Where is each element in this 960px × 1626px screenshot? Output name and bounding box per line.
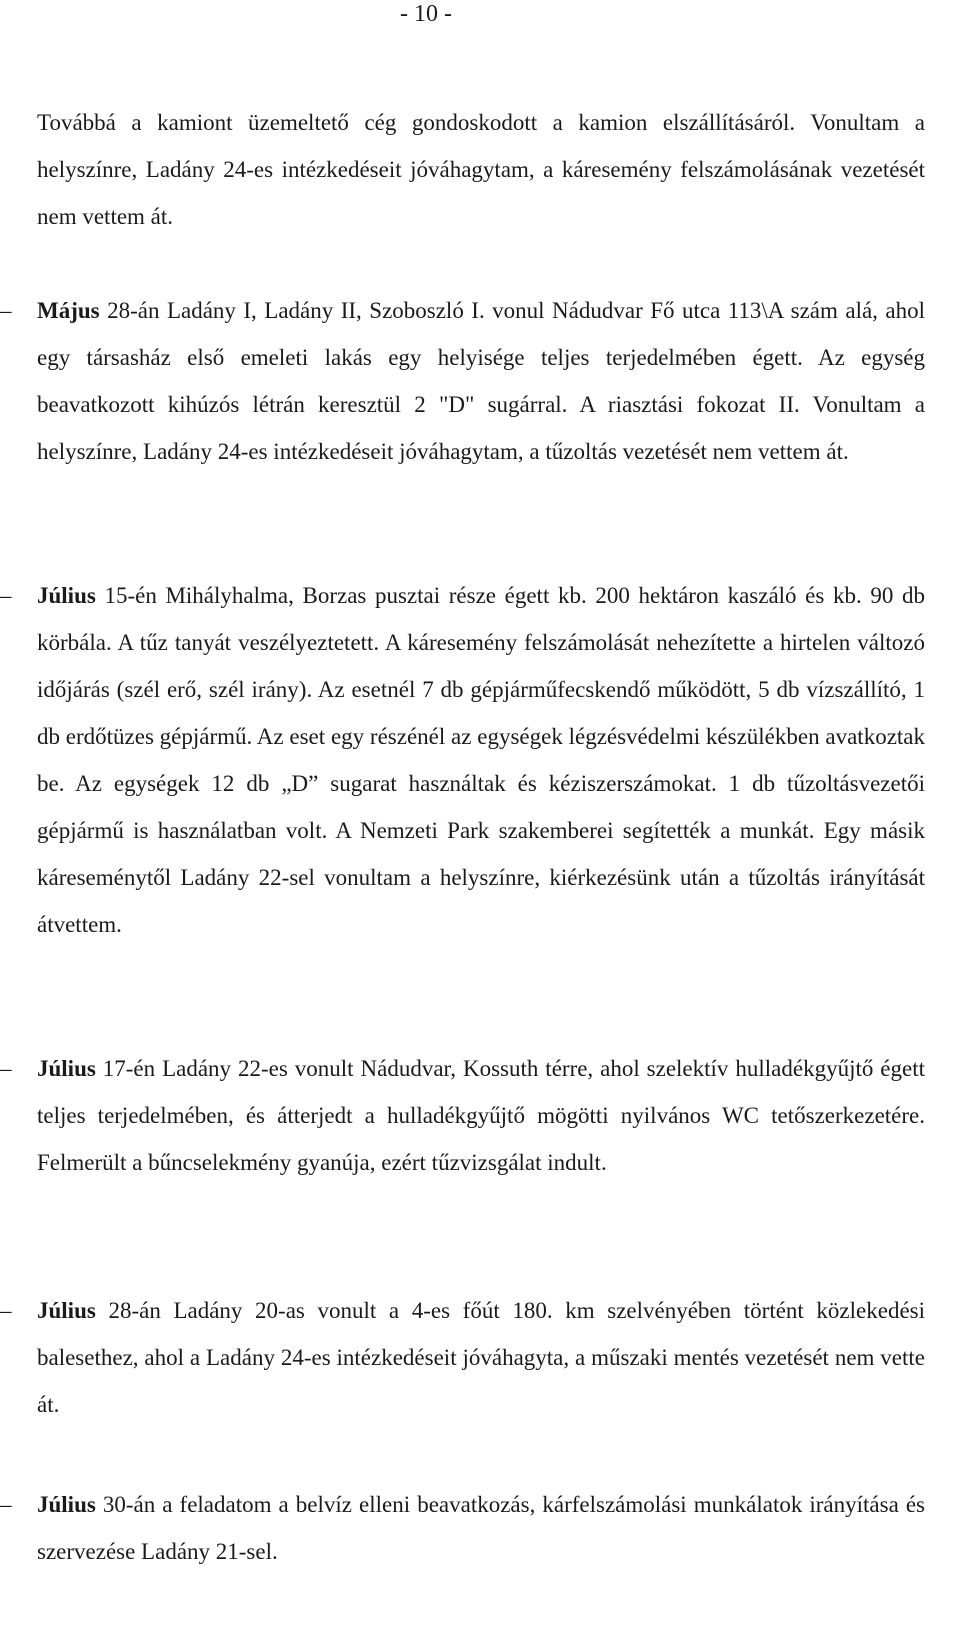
entry-month: Július <box>37 1056 96 1081</box>
bullet-dash: – <box>0 1056 12 1081</box>
intro-paragraph: Továbbá a kamiont üzemeltető cég gondoskodott a kamion elszállításáról. Vonultam a helyszínre, Ladány 24-es intézkedéseit jóváhagytam, a káresemény felszámolásának vezetését nem vettem át. <box>37 110 925 229</box>
entry-text: 28-án Ladány 20-as vonult a 4-es főút 180. km szelvényében történt közlekedési balesethez, ahol a Ladány 24-es intézkedéseit jóváhagyta, a műszaki mentés vezetését nem vette át. <box>37 1298 925 1417</box>
entry-paragraph <box>37 287 925 475</box>
bullet-dash: – <box>0 298 12 323</box>
entry-month: Július <box>37 1492 96 1517</box>
page-number: - 10 - <box>400 1 452 27</box>
bullet-dash: – <box>0 583 12 608</box>
entry-text: 28-án Ladány I, Ladány II, Szoboszló I. vonul Nádudvar Fő utca 113\A szám alá, ahol egy társasház első emeleti lakás egy helyisége teljes terjedelmében égett. Az egység beavatkozott kihúzós létrán keresztül 2 "D" sugárral. A riasztási fokozat II. Vonultam a helyszínre, Ladány 24-es intézkedéseit jóváhagytam, a tűzoltás vezetését nem vettem át. <box>37 298 925 464</box>
bullet-dash: – <box>0 1492 12 1517</box>
entry-paragraph <box>37 1287 925 1428</box>
entry-paragraph <box>37 572 925 948</box>
bullet-dash: – <box>0 1298 12 1323</box>
entry-text: 17-én Ladány 22-es vonult Nádudvar, Kossuth térre, ahol szelektív hulladékgyűjtő égett teljes terjedelmében, és átterjedt a hulladékgyűjtő mögötti nyilvános WC tetőszerkezetére. Felmerült a bűncselekmény gyanúja, ezért tűzvizsgálat indult. <box>37 1056 925 1175</box>
entry-paragraph <box>37 1481 925 1575</box>
entry-paragraph <box>37 1045 925 1186</box>
entry-month: Május <box>37 298 100 323</box>
entry-month: Július <box>37 583 96 608</box>
entry-text: 15-én Mihályhalma, Borzas pusztai része égett kb. 200 hektáron kaszáló és kb. 90 db körbála. A tűz tanyát veszélyeztetett. A káresemény felszámolását nehezítette a hirtelen változó időjárás (szél erő, szél irány). Az esetnél 7 db gépjárműfecskendő működött, 5 db vízszállító, 1 db erdőtüzes gépjármű. Az eset egy részénél az egységek légzésvédelmi készülékben avatkoztak be. Az egységek 12 db „D” sugarat használtak és kéziszerszámokat. 1 db tűzoltásvezetői gépjármű is használatban volt. A Nemzeti Park szakemberei segítették a munkát. Egy másik káreseménytől Ladány 22-sel vonultam a helyszínre, kiérkezésünk után a tűzoltás irányítását átvettem. <box>37 583 925 937</box>
entry-month: Július <box>37 1298 96 1323</box>
entry-text: 30-án a feladatom a belvíz elleni beavatkozás, kárfelszámolási munkálatok irányítása és szervezése Ladány 21-sel. <box>37 1492 925 1564</box>
